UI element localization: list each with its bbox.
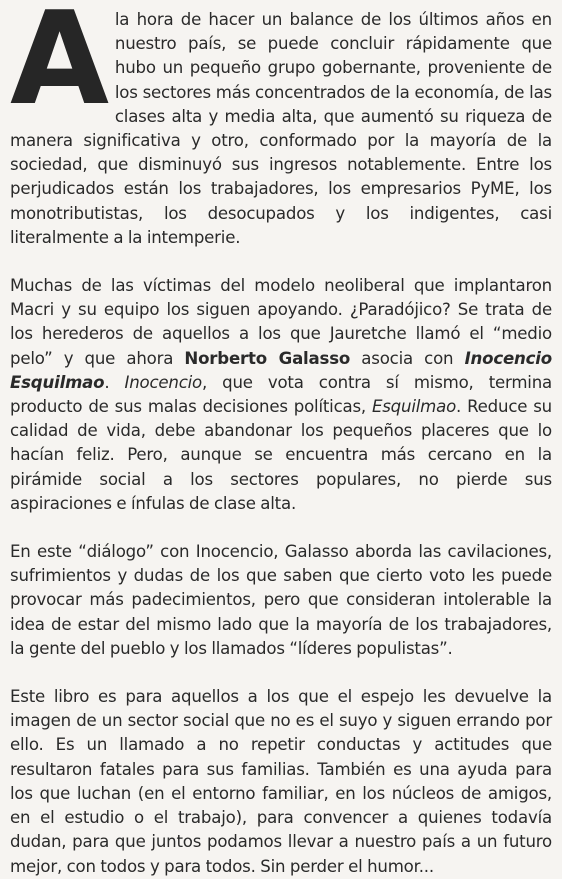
paragraph-2-text-3: .: [104, 372, 125, 392]
paragraph-3: En este “diálogo” con Inocencio, Galasso aborda las cavilaciones, sufrimientos y dudas de los que saben que cierto voto les puede provocar más padecimientos, pero que consideran intolerable la idea de estar del mismo lado que la mayoría de los trabajadores, la gente del pueblo y los llamados “líderes populistas”.: [10, 542, 552, 658]
paragraph-1: [10, 0, 552, 250]
paragraph-4: Este libro es para aquellos a los que el espejo les devuelve la imagen de un sector social que no es el suyo y siguen errando por ello. Es un llamado a no repetir conductas y actitudes que resultaron fatales para sus familias. También es una ayuda para los que luchan (en el entorno familiar, en los núcleos de amigos, en el estudio o el trabajo), para convencer a quienes todavía dudan, para que juntos podamos llevar a nuestro país a un futuro mejor, con todos y para todos. Sin perder el humor...: [10, 687, 552, 876]
paragraph-2: [10, 274, 552, 516]
paragraph-2-text-1: Muchas de las víctimas del modelo neoliberal que implantaron Macri y su equipo los siguen apoyando. ¿Paradójico? Se trata de los herederos de aquellos a los que Jauretche llamó el “medio pelo” y que ahora: [10, 276, 552, 368]
character-name-inocencio: Inocencio: [124, 372, 203, 392]
book-title: Inocencio Esquilmao: [10, 348, 552, 392]
character-name-esquilmao: Esquilmao: [371, 397, 457, 417]
paragraph-2-text-4: , que vota contra sí mismo, termina producto de sus malas decisiones políticas,: [10, 372, 552, 417]
paragraph-2-text-5: . Reduce su calidad de vida, debe abandonar los pequeños placeres que lo hacían feliz. Pero, aunque se encuentra más cercano en la pirámide social a los sectores populares, no pierde sus aspiraciones e ínfulas de clase alta.: [10, 397, 552, 513]
drop-cap-letter: A: [10, 0, 109, 134]
paragraph-2-text-2: asocia con: [350, 348, 465, 368]
author-name: Norberto Galasso: [184, 348, 351, 368]
paragraph-1-text: la hora de hacer un balance de los últimos años en nuestro país, se puede concluir rápidamente que hubo un pequeño grupo gobernante, proveniente de los sectores más concentrados de la economía, de las clases alta y media alta, que aumentó su riqueza de manera significativa y otro, conformado por la mayoría de la sociedad, que disminuyó sus ingresos notablemente. Entre los perjudicados están los trabajadores, los empresarios PyME, los monotributistas, los desocupados y los indigentes, casi literalmente a la intemperie.: [10, 10, 552, 247]
